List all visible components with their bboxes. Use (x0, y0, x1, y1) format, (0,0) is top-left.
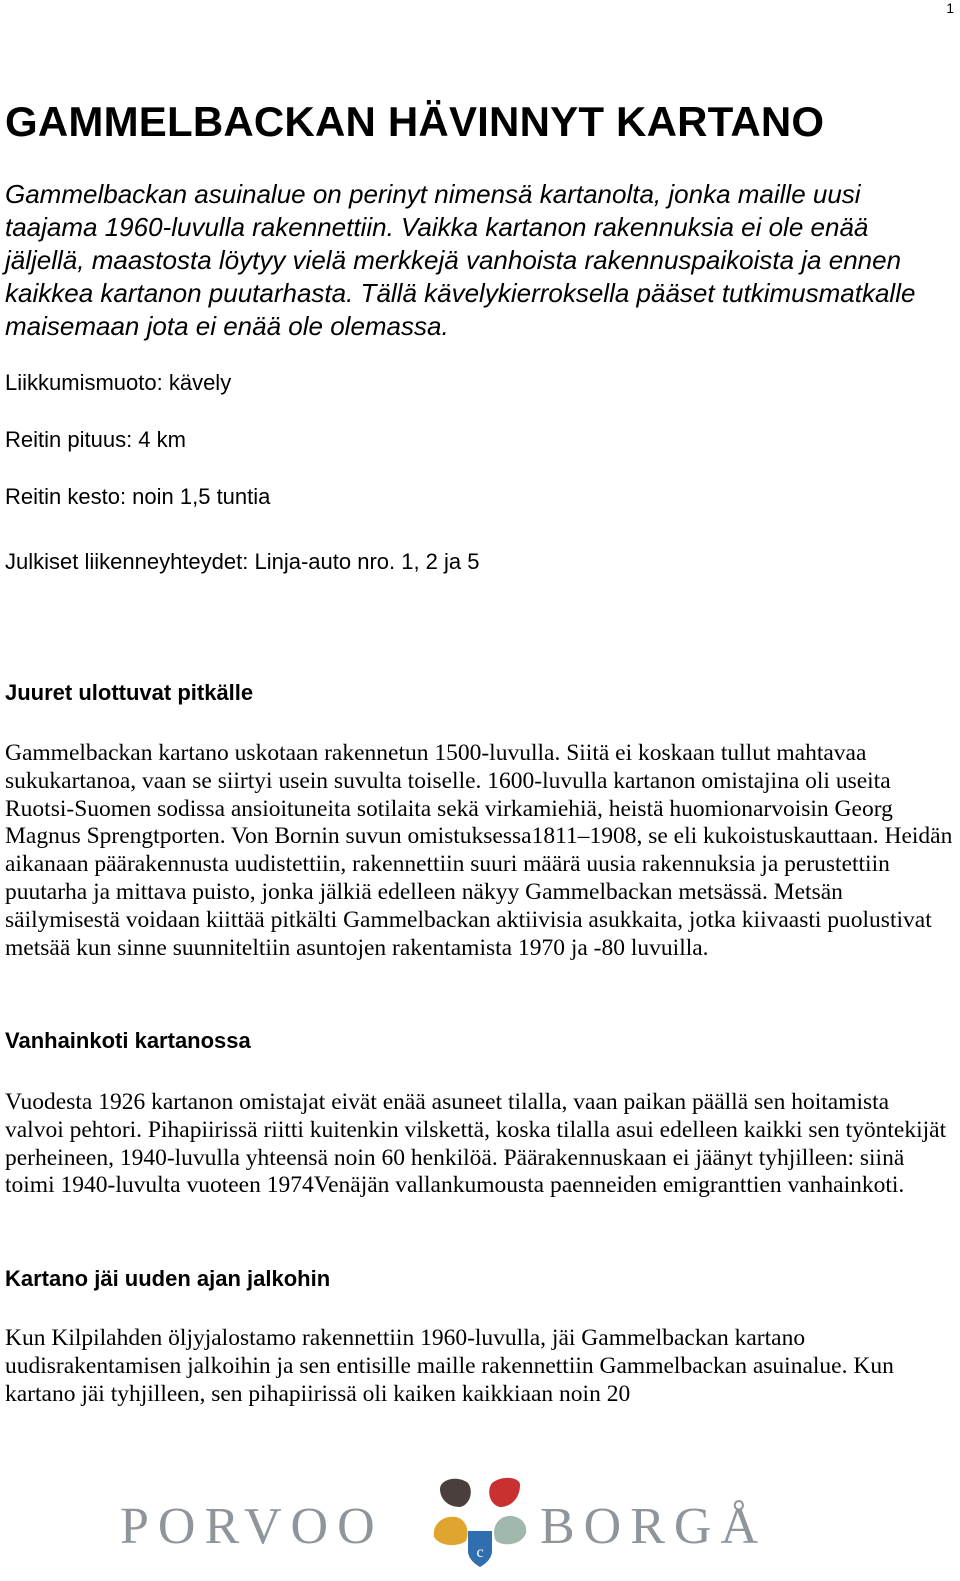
section-text: Kun Kilpilahden öljyjalostamo rakennettiin 1960-luvulla, jäi Gammelbackan kartano uudisrakentamisen jalkoihin ja sen entisille maille rakennettiin Gammelbackan asuinalue. Kun kartano jäi tyhjilleen, sen pihapiirissä oli kaiken kaikkiaan noin 20 (5, 1325, 894, 1407)
section-heading: Juuret ulottuvat pitkälle (5, 680, 254, 705)
route-duration: Reitin kesto: noin 1,5 tuntia (5, 484, 271, 509)
svg-text:c: c (476, 1544, 484, 1561)
porvoo-borga-logo (120, 1475, 800, 1570)
section-text: Gammelbackan kartano uskotaan rakennetun 1500-luvulla. Siitä ei koskaan tullut mahtavaa sukukartanoa, vaan se siirtyi usein suvulta toiselle. 1600-luvulla kartanon omistajina oli useita Ruotsi-Suomen sodissa ansioituneita sotilaita sekä virkamiehiä, heistä huomionarvoisin Georg Magnus Sprengtporten. Von Bornin suvun omistuksessa1811–1908, se eli kukoistuskauttaan. Heidän aikanaan päärakennusta uudistettiin, rakennettiin suuri määrä uusia rakennuksia ja perustettiin puutarha ja mittava puisto, jonka jälkiä edelleen näkyy Gammelbackan metsässä. Metsän säilymisestä voidaan kiittää pitkälti Gammelbackan aktiivisia asukkaita, jotka kiivaasti puolustivat metsää kun sinne suunniteltiin asuntojen rakentamista 1970 ja -80 luvuilla. (5, 740, 953, 961)
route-mode: Liikkumismuoto: kävely (5, 370, 232, 395)
route-transport: Julkiset liikenneyhteydet: Linja-auto nro. 1, 2 ja 5 (5, 549, 480, 574)
section-text: Vuodesta 1926 kartanon omistajat eivät enää asuneet tilalla, vaan paikan päällä sen hoitamista valvoi pehtori. Pihapiirissä riitti kuitenkin vilskettä, koska tilalla asui edelleen kaikki sen työntekijät perheineen, 1940-luvulla yhteensä noin 60 henkilöä. Päärakennuskaan ei jäänyt tyhjilleen: siinä toimi 1940-luvulta vuoteen 1974Venäjän vallankumousta paenneiden emigranttien vanhainkoti. (5, 1089, 947, 1199)
section-heading: Vanhainkoti kartanossa (5, 1028, 251, 1053)
page-number: 1 (946, 0, 954, 16)
city-emblem-icon (430, 1475, 530, 1570)
logo-word-borga: BORGÅ (540, 1498, 768, 1555)
intro-paragraph: Gammelbackan asuinalue on perinyt nimensä kartanolta, jonka maille uusi taajama 1960-luvulla rakennettiin. Vaikka kartanon rakennuksia ei ole enää jäljellä, maastosta löytyy vielä merkkejä vanhoista rakennuspaikoista ja ennen kaikkea kartanon puutarhasta. Tällä kävelykierroksella pääset tutkimusmatkalle maisemaan jota ei enää ole olemassa. (5, 179, 916, 341)
page-title: GAMMELBACKAN HÄVINNYT KARTANO (5, 98, 825, 145)
section-heading: Kartano jäi uuden ajan jalkohin (5, 1266, 331, 1291)
logo-word-porvoo: PORVOO (120, 1498, 384, 1555)
route-length: Reitin pituus: 4 km (5, 427, 186, 452)
